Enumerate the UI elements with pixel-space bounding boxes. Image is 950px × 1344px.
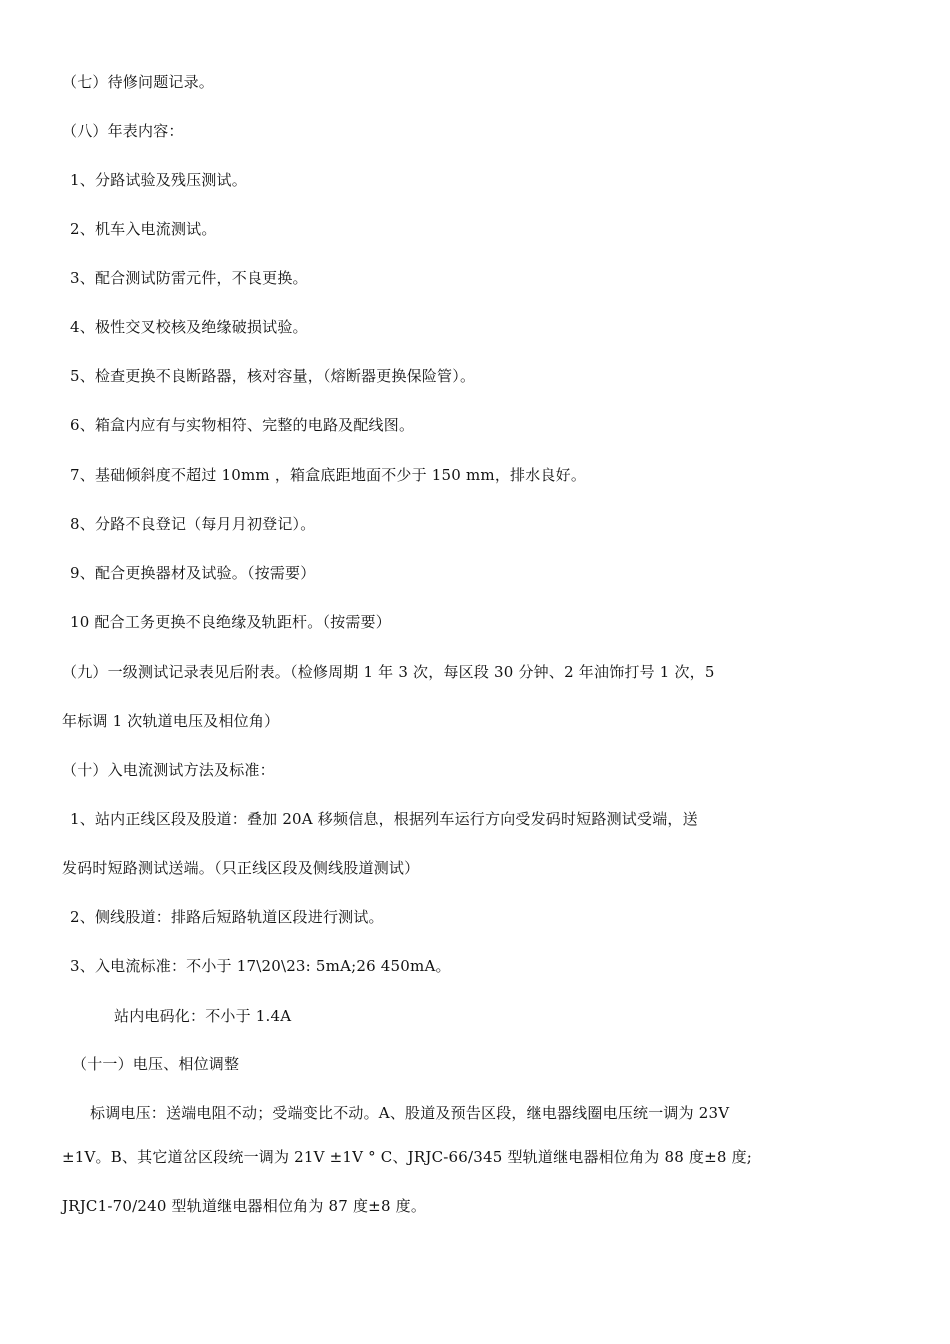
text-line-2: （八）年表内容： xyxy=(62,122,184,140)
text-line-12: 10 配合工务更换不良绝缘及轨距杆。（按需要） xyxy=(70,613,391,631)
text-line-15: （十）入电流测试方法及标准： xyxy=(62,761,275,779)
text-line-20: 站内电码化：不小于 1.4A xyxy=(114,1007,292,1025)
text-line-18: 2、侧线股道：排路后短路轨道区段进行测试。 xyxy=(70,908,384,926)
text-line-1: （七）待修问题记录。 xyxy=(62,73,215,91)
text-line-6: 4、极性交叉校核及绝缘破损试验。 xyxy=(70,318,308,336)
text-line-8: 6、箱盒内应有与实物相符、完整的电路及配线图。 xyxy=(70,416,415,434)
text-line-4: 2、机车入电流测试。 xyxy=(70,220,217,238)
text-line-19: 3、入电流标准：不小于 17\20\23: 5mA;26 450mA。 xyxy=(70,957,451,975)
text-line-9: 7、基础倾斜度不超过 10mm ，箱盒底距地面不少于 150 mm，排水良好。 xyxy=(70,466,587,484)
text-line-23: ±1V。B、其它道岔区段统一调为 21V ±1V ° C、JRJC-66/345 型轨道继电器相位角为 88 度±8 度; xyxy=(62,1148,753,1166)
text-line-17: 发码时短路测试送端。（只正线区段及侧线股道测试） xyxy=(62,859,420,877)
text-line-16: 1、站内正线区段及股道：叠加 20A 移频信息，根据列车运行方向受发码时短路测试受端，送 xyxy=(70,810,698,828)
text-line-14: 年标调 1 次轨道电压及相位角） xyxy=(62,712,280,730)
text-line-11: 9、配合更换器材及试验。（按需要） xyxy=(70,564,316,582)
text-line-5: 3、配合测试防雷元件，不良更换。 xyxy=(70,269,308,287)
text-line-7: 5、检查更换不良断路器，核对容量，（熔断器更换保险管）。 xyxy=(70,367,476,385)
text-line-22: 标调电压：送端电阻不动；受端变比不动。A、股道及预告区段，继电器线圈电压统一调为 23V xyxy=(90,1104,730,1122)
text-line-3: 1、分路试验及残压测试。 xyxy=(70,171,247,189)
text-line-10: 8、分路不良登记（每月月初登记）。 xyxy=(70,515,316,533)
text-line-24: JRJC1-70/240 型轨道继电器相位角为 87 度±8 度。 xyxy=(62,1197,427,1215)
text-line-13: （九）一级测试记录表见后附表。（检修周期 1 年 3 次，每区段 30 分钟、2 年油饰打号 1 次，5 xyxy=(62,663,715,681)
text-line-21: （十一）电压、相位调整 xyxy=(72,1055,240,1073)
